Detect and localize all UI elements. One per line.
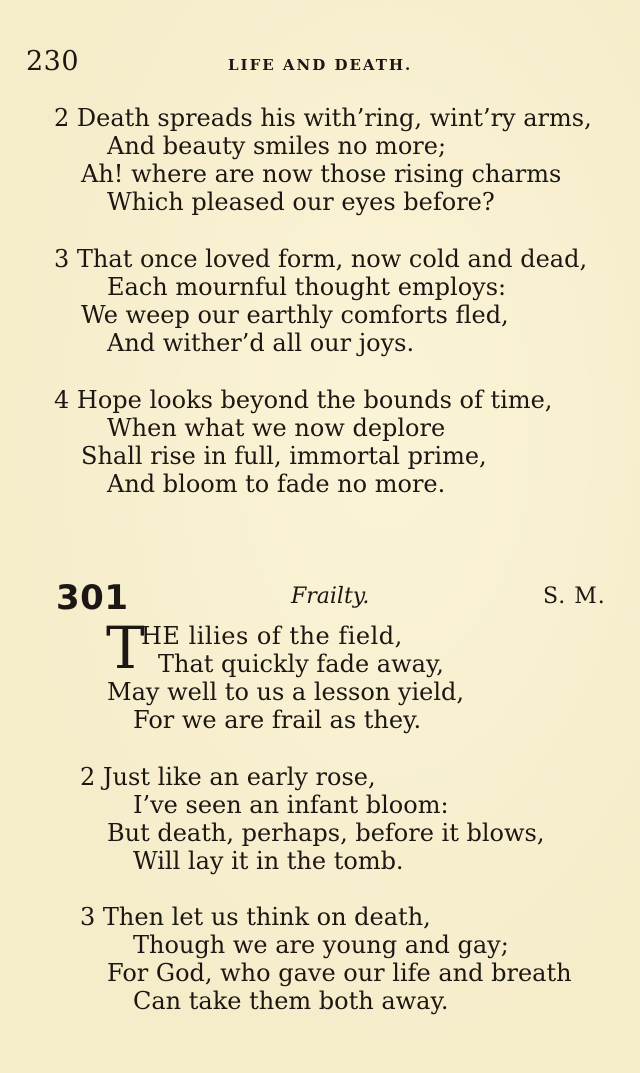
stanza-number: 3 [80, 903, 96, 931]
stanza-line [54, 245, 587, 273]
stanza-line: Ah! where are now those rising charms [81, 160, 562, 188]
stanza-line: May well to us a lesson yield, [107, 678, 465, 706]
stanza-line-text: That once loved form, now cold and dead, [76, 245, 588, 273]
stanza-line-text: Death spreads his with’ring, wint’ry arms, [76, 104, 592, 132]
stanza-line: And bloom to fade no more. [107, 470, 446, 498]
stanza-number: 2 [54, 104, 70, 132]
page-number: 230 [26, 46, 80, 77]
stanza-line: Each mournful thought employs: [107, 273, 507, 301]
stanza-line: And wither’d all our joys. [107, 329, 415, 357]
stanza-line-text: Just like an early rose, [102, 763, 376, 791]
stanza-line: We weep our earthly comforts fled, [81, 301, 509, 329]
stanza-line: Though we are young and gay; [133, 931, 509, 959]
stanza-line: Can take them both away. [133, 987, 449, 1015]
stanza-line: HE lilies of the field, [141, 622, 403, 650]
drop-cap: T [106, 614, 145, 682]
hymn-title: Frailty. [291, 584, 370, 609]
stanza-line: For God, who gave our life and breath [107, 959, 572, 987]
running-head: LIFE AND DEATH. [228, 56, 413, 74]
stanza-line: Which pleased our eyes before? [107, 188, 495, 216]
stanza-line [54, 104, 592, 132]
stanza-line [80, 763, 376, 791]
stanza-line [80, 903, 431, 931]
stanza-line: I’ve seen an infant bloom: [133, 791, 449, 819]
stanza-number: 3 [54, 245, 70, 273]
stanza-line: Shall rise in full, immortal prime, [81, 442, 487, 470]
stanza-line: For we are frail as they. [133, 706, 422, 734]
stanza-line: But death, perhaps, before it blows, [107, 819, 545, 847]
hymn-meter: S. M. [543, 584, 606, 609]
page-header [0, 46, 640, 80]
hymn-number: 301 [56, 578, 129, 618]
stanza-line-text: Hope looks beyond the bounds of time, [76, 386, 553, 414]
stanza-line: And beauty smiles no more; [107, 132, 447, 160]
stanza-number: 4 [54, 386, 70, 414]
stanza-number: 2 [80, 763, 96, 791]
stanza-line: Will lay it in the tomb. [133, 847, 404, 875]
stanza-line: When what we now deplore [107, 414, 446, 442]
stanza-line-text: Then let us think on death, [102, 903, 431, 931]
stanza-line: That quickly fade away, [158, 650, 444, 678]
stanza-line [54, 386, 552, 414]
